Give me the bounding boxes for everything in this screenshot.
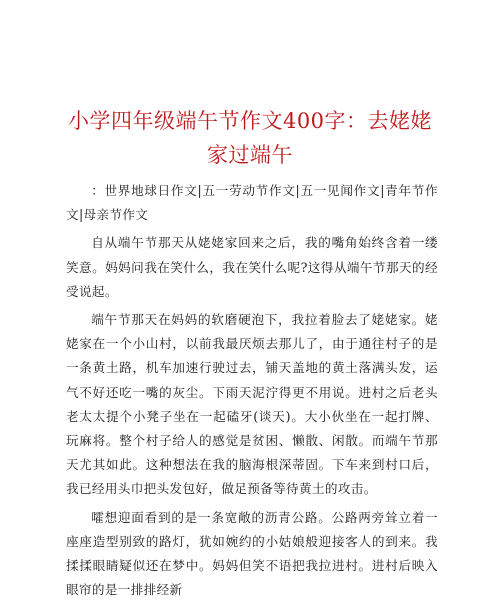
paragraph-1: 自从端午节那天从姥姥家回来之后，我的嘴角始终含着一缕笑意。妈妈问我在笑什么，我在笑什么呢?这得从端午节那天的经受说起。 — [66, 235, 438, 299]
article-title: 小学四年级端午节作文400字：去姥姥家过端午 — [67, 109, 433, 167]
article-body — [66, 179, 438, 606]
category-tags-line: ：世界地球日作文|五一劳动节作文|五一见闻作文|青年节作文|母亲节作文 — [66, 183, 438, 223]
paragraph-2: 端午节那天在妈妈的软磨硬泡下，我拉着脸去了姥姥家。姥姥家在一个小山村，以前我最厌烦去那儿了，由于通往村子的是一条黄土路，机车加速行驶过去，铺天盖地的黄土落满头发，运气不好还吃一嘴的灰尘。下雨天泥泞得更不用说。进村之后老头老太太提个小凳子坐在一起磕牙(谈天)。大小伙坐在一起打牌、玩麻将。整个村子给人的感觉是贫困、懒散、闲散。而端午节那天尤其如此。这种想法在我的脑海根深蒂固。下车来到村口后，我已经用头巾把头发包好，做足预备等待黄土的攻击。 — [66, 312, 438, 497]
paragraph-3: 嚯想迎面看到的是一条宽敞的沥青公路。公路两旁耸立着一座座造型别致的路灯，犹如婉约的小姑娘般迎接客人的到来。我揉揉眼睛疑似还在梦中。妈妈但笑不语把我拉进村。进村后映入眼帘的是一排排经新 — [66, 509, 438, 598]
